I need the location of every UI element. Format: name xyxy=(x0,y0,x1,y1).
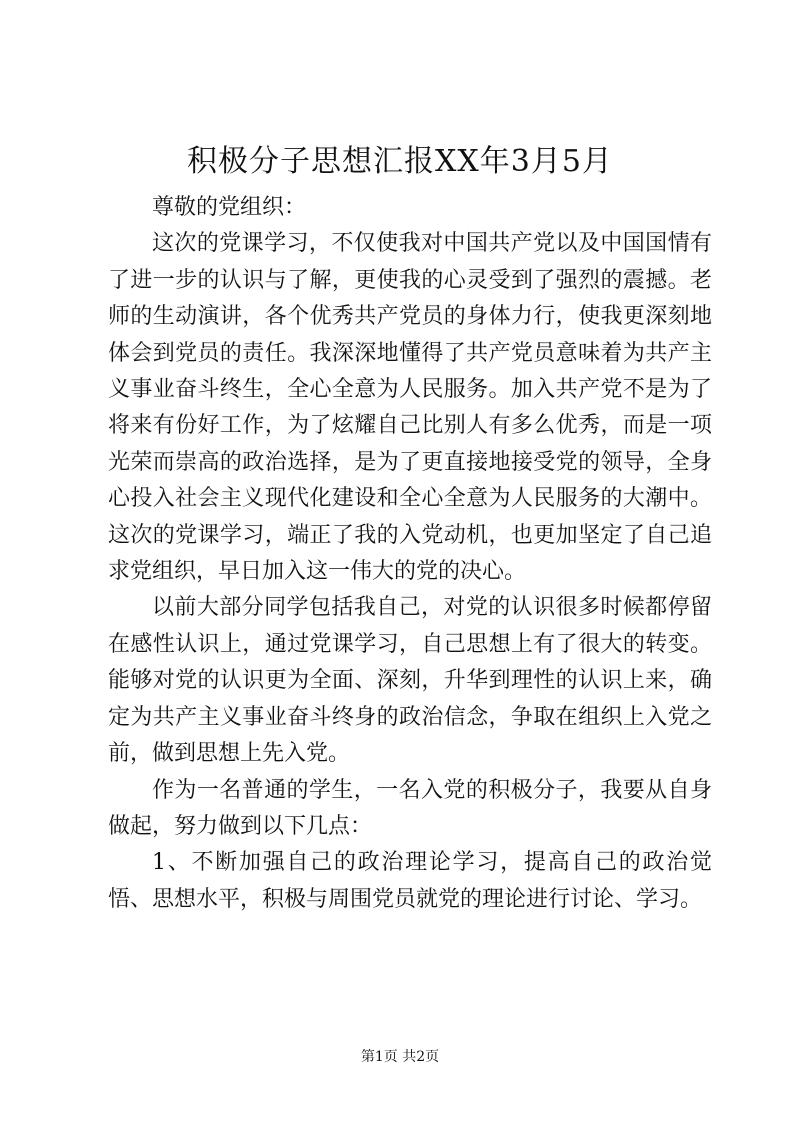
page-number: 第1页 共2页 xyxy=(360,1049,440,1065)
document-body xyxy=(108,190,712,918)
page-footer xyxy=(0,1047,800,1067)
paragraph: 这次的党课学习，不仅使我对中国共产党以及中国国情有了进一步的认识与了解，更使我的心灵受到了强烈的震撼。老师的生动演讲，各个优秀共产党员的身体力行，使我更深刻地体会到党员的责任。我深深地懂得了共产党员意味着为共产主义事业奋斗终生，全心全意为人民服务。加入共产党不是为了将来有份好工作，为了炫耀自己比别人有多么优秀，而是一项光荣而崇高的政治选择，是为了更直接地接受党的领导，全身心投入社会主义现代化建设和全心全意为人民服务的大潮中。这次的党课学习，端正了我的入党动机，也更加坚定了自己追求党组织，早日加入这一伟大的党的决心。 xyxy=(108,231,712,585)
paragraph: 作为一名普通的学生，一名入党的积极分子，我要从自身做起，努力做到以下几点： xyxy=(108,777,712,839)
paragraph: 以前大部分同学包括我自己，对党的认识很多时候都停留在感性认识上，通过党课学习，自己思想上有了很大的转变。能够对党的认识更为全面、深刻，升华到理性的认识上来，确定为共产主义事业奋斗终身的政治信念，争取在组织上入党之前，做到思想上先入党。 xyxy=(108,595,712,767)
document-title: 积极分子思想汇报XX年3月5月 xyxy=(187,144,613,179)
paragraph: 1、不断加强自己的政治理论学习，提高自己的政治觉悟、思想水平，积极与周围党员就党的理论进行讨论、学习。 xyxy=(108,850,712,912)
salutation: 尊敬的党组织： xyxy=(152,195,307,220)
